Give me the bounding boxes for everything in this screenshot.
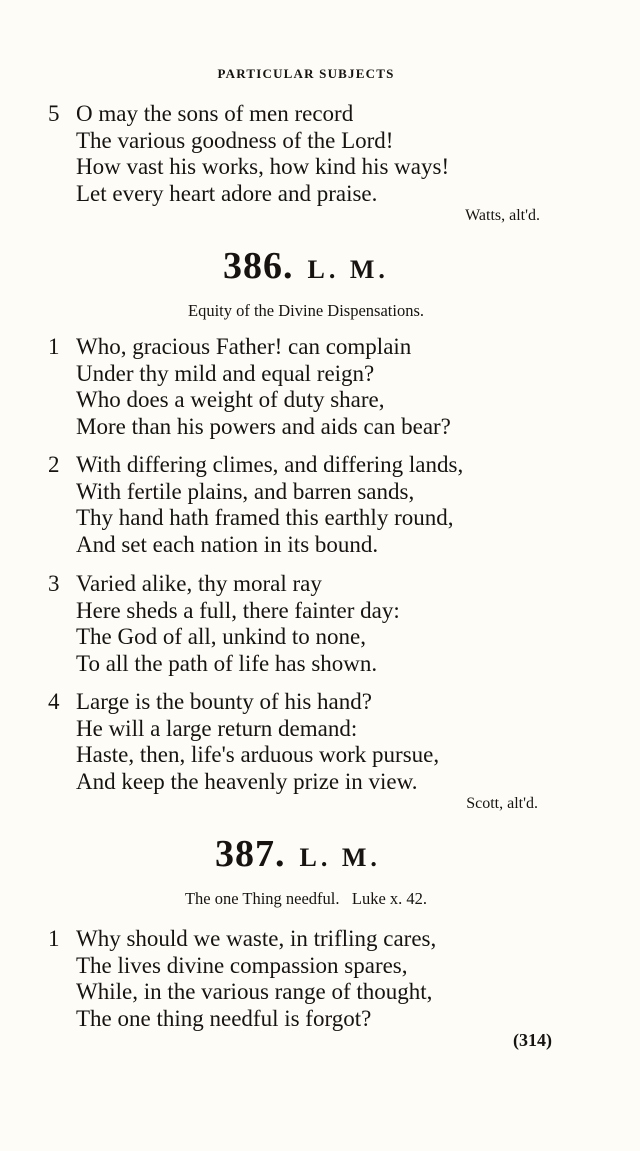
hymn-386-stanza-2: 2 With differing climes, and differing lands, With fertile plains, and barren sands, Thy hand hath framed this earthly round, And set each nation in its bound. xyxy=(48,452,464,557)
hymn-386-title: Equity of the Divine Dispensations. xyxy=(187,301,424,320)
hymn-386-stanza-3: 3 Varied alike, thy moral ray Here sheds a full, there fainter day: The God of all, unkind to none, To all the path of life has shown. xyxy=(48,571,400,676)
stanza-number: 5 xyxy=(48,101,60,126)
hymn-387-heading xyxy=(0,832,604,876)
stanza-5-continued xyxy=(48,101,449,207)
hymn-meter: L. M. xyxy=(307,255,389,284)
running-head: PARTICULAR SUBJECTS xyxy=(217,66,395,81)
verse-line: Let every heart adore and praise. xyxy=(76,180,378,206)
attribution-scott: Scott, alt'd. xyxy=(466,795,538,812)
hymn-387-stanza-1: 1 Why should we waste, in trifling cares, The lives divine compassion spares, While, in the various range of thought, The one thing needful is forgot? xyxy=(48,926,437,1031)
hymn-meter: L. M. xyxy=(299,843,381,872)
verse-line: 5 O may the sons of men record xyxy=(48,101,354,126)
hymn-number: 386. xyxy=(223,245,294,287)
hymn-386-stanza-1: 1 Who, gracious Father! can complain Under thy mild and equal reign? Who does a weight of duty share, More than his powers and aids can bear? xyxy=(48,334,451,439)
verse-line: How vast his works, how kind his ways! xyxy=(76,154,450,179)
page-number: (314) xyxy=(513,1030,552,1050)
verse-line: The various goodness of the Lord! xyxy=(76,127,394,153)
hymn-number: 387. xyxy=(215,833,286,875)
attribution-watts: Watts, alt'd. xyxy=(465,207,540,224)
hymn-387-title: The one Thing needful. Luke x. 42. xyxy=(184,889,428,908)
hymn-386-stanza-4: 4 Large is the bounty of his hand? He will a large return demand: Haste, then, life's arduous work pursue, And keep the heavenly prize in view. xyxy=(48,689,440,794)
hymn-386-heading xyxy=(0,244,612,288)
